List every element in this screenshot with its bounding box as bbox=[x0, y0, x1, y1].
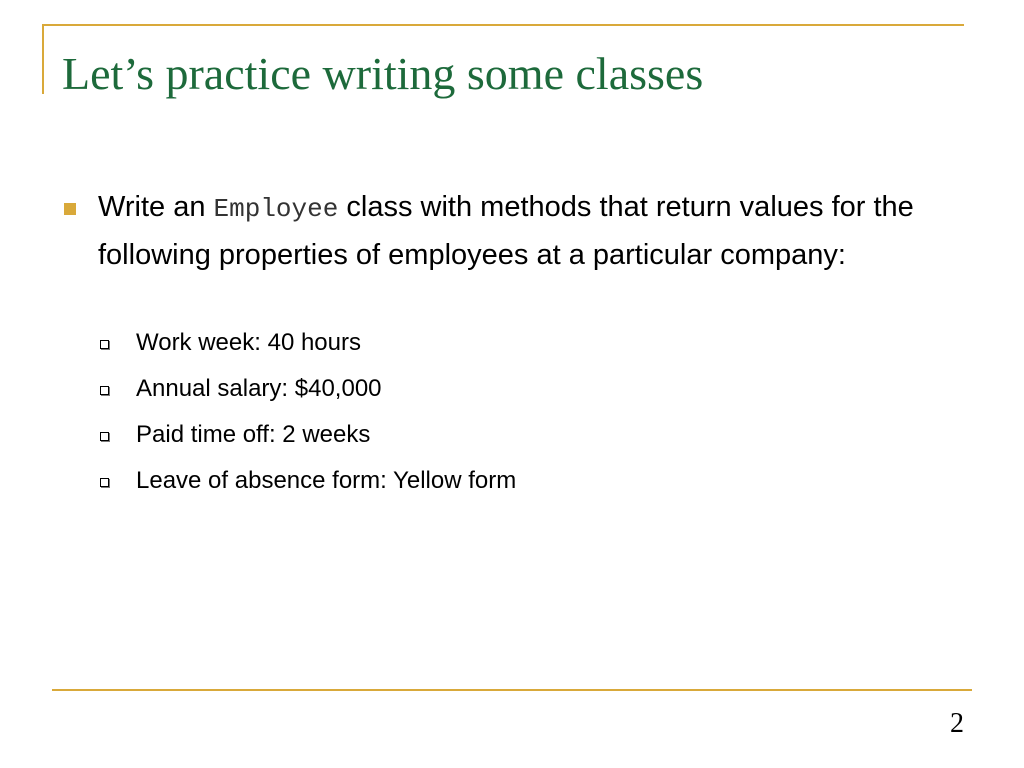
list-item bbox=[62, 320, 972, 366]
property-text: Leave of absence form: Yellow form bbox=[136, 467, 517, 494]
main-bullet bbox=[62, 184, 972, 278]
footer-divider bbox=[52, 689, 972, 691]
title-frame-top-line bbox=[42, 24, 964, 26]
main-bullet-text-before: Write an bbox=[98, 191, 214, 223]
hollow-square-bullet-icon bbox=[100, 340, 109, 349]
class-name-code: Employee bbox=[213, 194, 339, 224]
slide-title: Let’s practice writing some classes bbox=[62, 48, 704, 99]
title-frame-left-line bbox=[42, 24, 44, 94]
main-bullet-text-after: class with methods that return values for the following properties of employees at a particular company: bbox=[98, 191, 914, 271]
list-item bbox=[62, 366, 972, 412]
hollow-square-bullet-icon bbox=[100, 386, 109, 395]
hollow-square-bullet-icon bbox=[100, 478, 109, 487]
slide-body bbox=[62, 184, 972, 504]
page-number: 2 bbox=[950, 708, 964, 739]
property-list bbox=[62, 320, 972, 504]
property-text: Paid time off: 2 weeks bbox=[136, 421, 371, 448]
square-bullet-icon bbox=[64, 203, 76, 215]
property-text: Annual salary: $40,000 bbox=[136, 375, 382, 402]
list-item bbox=[62, 412, 972, 458]
list-item bbox=[62, 458, 972, 504]
hollow-square-bullet-icon bbox=[100, 432, 109, 441]
property-text: Work week: 40 hours bbox=[136, 329, 361, 356]
